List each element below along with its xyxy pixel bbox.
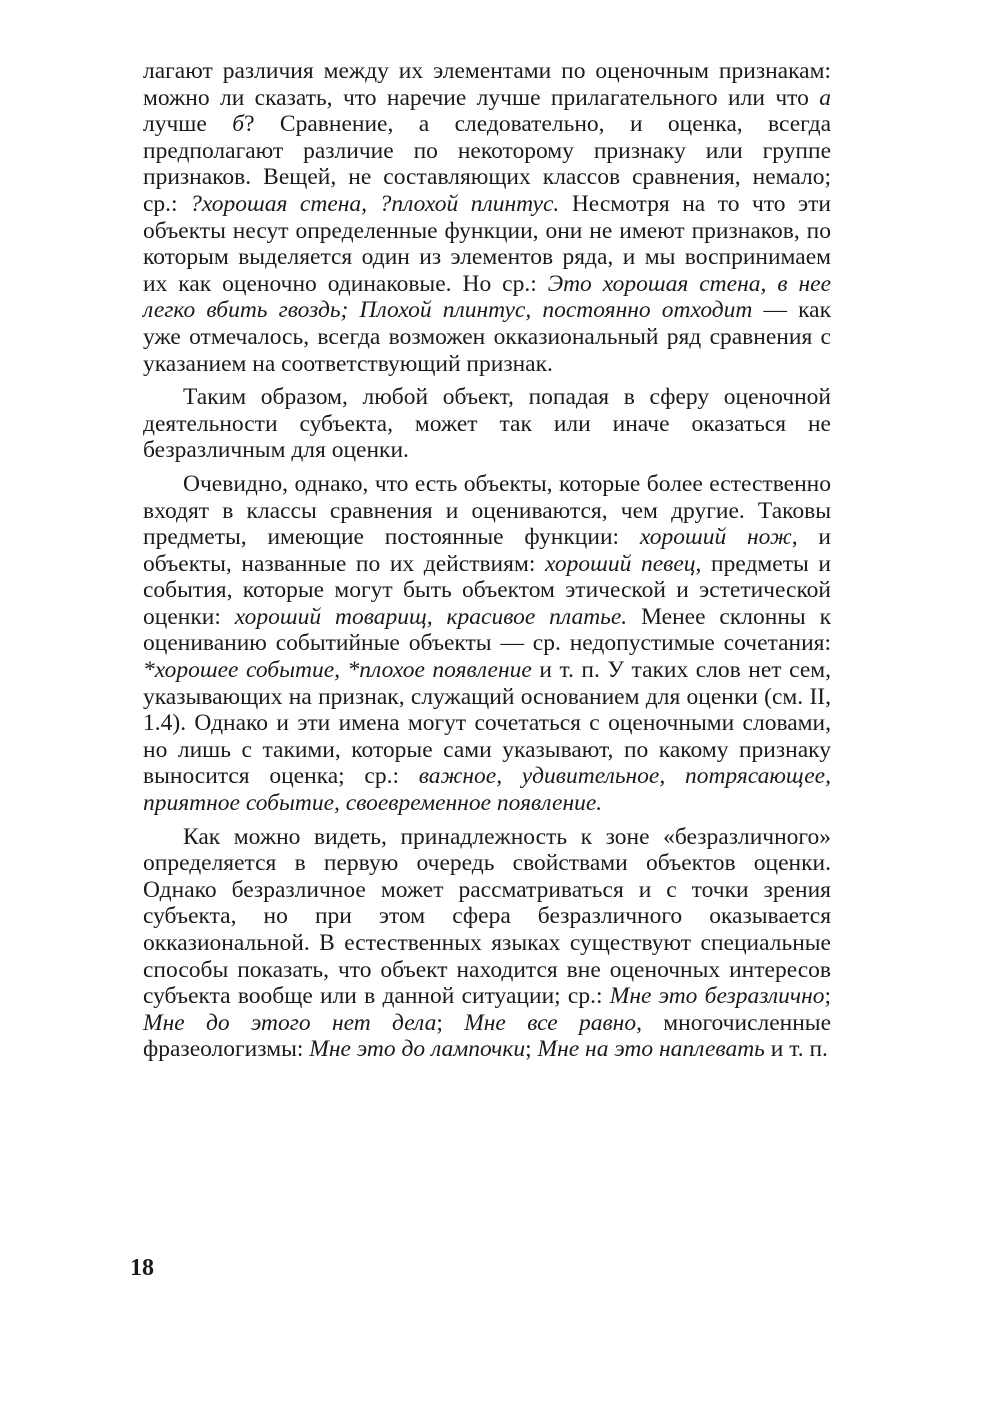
text-run: Менее склонны к оцениванию событийные объекты — ср. недопустимые сочетания: [143, 603, 832, 657]
italic-example: Мне все равно [464, 1009, 637, 1036]
italic-example: *хорошее событие, *плохое появление [143, 657, 532, 684]
text-run: , и объекты, названные по их действиям: [143, 524, 831, 577]
page-number: 18 [130, 1255, 154, 1281]
text-run: Как можно видеть, принадлежность к зоне «безразличного» определяется в первую очередь свойствами объектов оценки. Однако безразличное может рассматриваться и с точки зрения субъекта, но при этом сфера безразличного оказывается окказиональной. В естественных языках существуют специальные способы показать, что объект находится вне оценочных интересов субъекта вообще или в данной ситуации; ср.: [143, 823, 831, 1010]
paragraph [143, 58, 831, 377]
text-run: Очевидно, однако, что есть объекты, которые более естественно входят в классы сравнения и оцениваются, чем другие. Таковы предметы, имеющие постоянные функции: [143, 470, 831, 551]
text-run: — как уже отмечалось, всегда возможен окказиональный ряд сравнения с указанием на соответствующий признак. [143, 297, 831, 377]
italic-example: Мне это безразлично [609, 983, 825, 1010]
italic-example: хороший товарищ, красивое платье. [234, 603, 628, 630]
italic-example: хороший нож [639, 524, 792, 551]
body-text [143, 58, 831, 1063]
italic-example: Это хорошая стена, в нее легко вбить гвоздь; Плохой плинтус, постоянно отходит [143, 270, 831, 324]
italic-example: важное, удивительное, потрясающее, приятное событие, своевременное появление. [143, 763, 831, 817]
text-run: ; [824, 983, 832, 1010]
text-run: Таким образом, любой объект, попадая в сферу оценочной деятельности субъекта, может так или иначе оказаться не безразличным для оценки. [143, 384, 831, 464]
text-run: и т. п. У таких слов нет сем, указывающих на признак, служащий основанием для оценки (см. II, 1.4). Однако и эти имена могут сочетаться с оценочными словами, но лишь с такими, которые сами указывают, по какому признаку выносится оценка; ср.: [143, 657, 831, 790]
text-run: ; [436, 1009, 465, 1036]
paragraph [143, 824, 831, 1063]
italic-example: а [819, 84, 831, 111]
text-run: лучше [143, 111, 233, 138]
paragraph [143, 471, 831, 817]
paragraph [143, 384, 831, 464]
italic-example: б [232, 111, 245, 138]
text-run: и т. п. [764, 1036, 828, 1063]
text-run: Несмотря на то что эти объекты несут определенные функции, они не имеют признаков, по которым выделяется один из элементов ряда, и мы воспринимаем их как оценочно одинаковые. Но ср.: [143, 190, 831, 297]
text-run: лагают различия между их элементами по оценочным признакам: можно ли сказать, что наречие лучше прилагательного или что [143, 58, 831, 111]
text-run: , многочисленные фразеологизмы: [143, 1009, 832, 1063]
text-run: ? Сравнение, а следовательно, и оценка, всегда предполагают различие по некоторому признаку или группе признаков. Вещей, не составляющих классов сравнения, немало; ср.: [143, 111, 832, 217]
italic-example: хороший певец [544, 550, 696, 577]
italic-example: Мне на это наплевать [537, 1036, 765, 1063]
italic-example: Мне это до лампочки [309, 1036, 526, 1063]
text-run: , предметы и события, которые могут быть объектом этической и эстетической оценки: [143, 550, 831, 630]
text-run: ; [525, 1036, 538, 1063]
italic-example: ?хорошая стена, ?плохой плинтус. [190, 190, 560, 217]
italic-example: Мне до этого нет дела [143, 1009, 437, 1036]
